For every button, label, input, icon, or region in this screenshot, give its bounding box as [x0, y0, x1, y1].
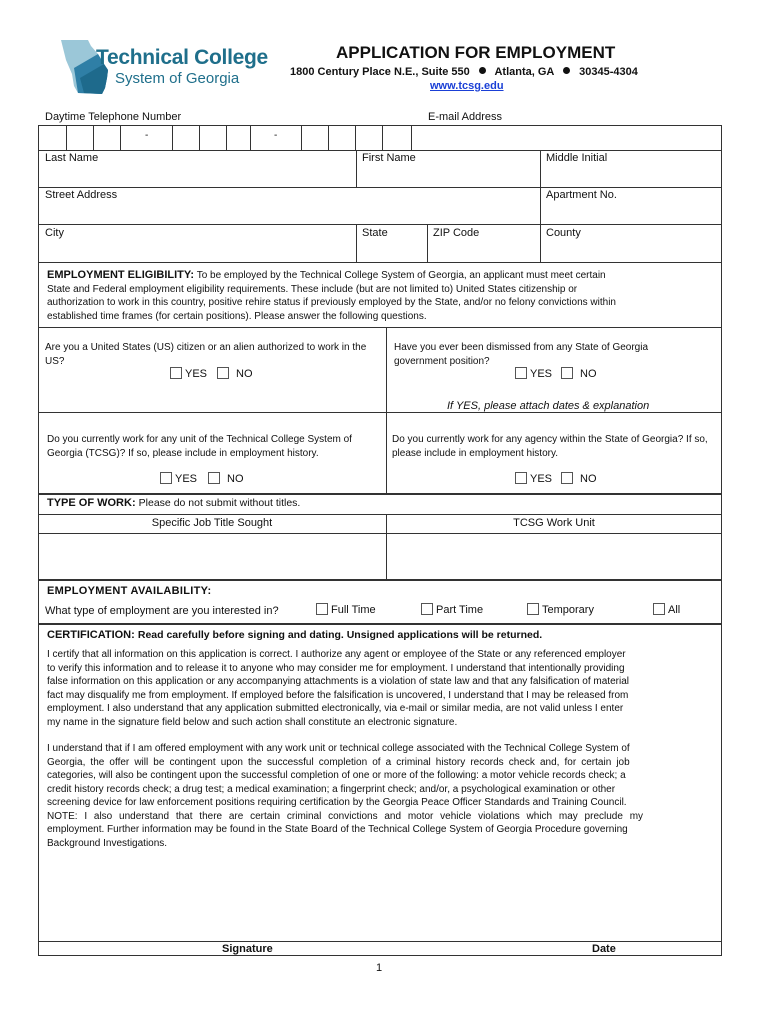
eligibility-intro [47, 269, 717, 323]
website-link[interactable]: www.tcsg.edu [430, 80, 504, 92]
citizen-question: Are you a United States (US) citizen or an alien authorized to work in the US? [45, 342, 367, 367]
certification-line: employment. I also understand that any application submitted electronically, via e-mail or similar media, are not valid unless I enter [47, 703, 624, 714]
email-label: E-mail Address [428, 111, 502, 123]
signature-input[interactable] [40, 860, 480, 940]
citizen-no-option[interactable] [217, 367, 253, 380]
yes-label: YES [185, 368, 208, 380]
phone-separator: - [145, 130, 149, 141]
bullet-dot-icon [479, 67, 486, 74]
checkbox[interactable] [316, 603, 328, 615]
state-label: State [362, 227, 388, 239]
eligibility-text: State and Federal employment eligibility requirements. These include (but are not limited to) United States citizenship or [47, 283, 578, 295]
certification-line: credit history records check; a drug test; a medical examination; a fingerprint check; and/or, a psychological examination or other [47, 783, 616, 795]
address-street: 1800 Century Place N.E., Suite 550 [290, 66, 470, 78]
certification-paragraph-1 [47, 648, 714, 729]
checkbox[interactable] [515, 367, 527, 379]
yes-label: YES [175, 473, 198, 485]
no-label: NO [580, 368, 597, 380]
part-time-option[interactable] [421, 603, 483, 616]
dismissed-question: Have you ever been dismissed from any State of Georgia government position? [394, 342, 649, 367]
date-input[interactable] [484, 860, 720, 940]
eligibility-heading: EMPLOYMENT ELIGIBILITY: [47, 269, 195, 281]
page-title: APPLICATION FOR EMPLOYMENT [336, 43, 616, 62]
full-time-option[interactable] [316, 603, 376, 616]
street-address-input[interactable] [39, 203, 539, 223]
certification-line: NOTE: I also understand that there are certain criminal convictions and motor vehicle violations which may preclude my [47, 810, 644, 822]
zip-label: ZIP Code [433, 227, 480, 239]
address-city: Atlanta, GA [494, 66, 554, 78]
last-name-label: Last Name [45, 152, 99, 164]
checkbox[interactable] [561, 472, 573, 484]
page-number: 1 [376, 962, 383, 974]
work-unit-column-header: TCSG Work Unit [513, 517, 595, 529]
certification-line: Georgia, the offer will be contingent upon the successful completion of a criminal history records check and, for certain job [47, 756, 630, 768]
certification-line: fact may disqualify me from employment. If employed before the falsification is uncovered, I understand that I may be released from [47, 689, 629, 701]
checkbox[interactable] [217, 367, 229, 379]
date-label: Date [592, 943, 616, 955]
first-name-input[interactable] [357, 166, 539, 186]
checkbox[interactable] [160, 472, 172, 484]
all-option[interactable] [653, 603, 680, 616]
middle-initial-label: Middle Initial [546, 152, 608, 164]
dismissed-note: If YES, please attach dates & explanation [447, 400, 650, 412]
county-input[interactable] [541, 241, 721, 261]
county-label: County [546, 227, 581, 239]
dismissed-no-option[interactable] [561, 367, 597, 380]
no-label: NO [580, 473, 597, 485]
phone-label: Daytime Telephone Number [45, 111, 182, 123]
middle-initial-input[interactable] [541, 166, 721, 186]
certification-heading: CERTIFICATION: [47, 629, 135, 641]
phone-separator: - [274, 130, 278, 141]
last-name-input[interactable] [39, 166, 355, 186]
eligibility-text: established time frames (for certain positions). Please answer the following questions. [47, 310, 427, 322]
checkbox[interactable] [515, 472, 527, 484]
checkbox[interactable] [208, 472, 220, 484]
option-label: Part Time [436, 604, 484, 616]
signature-label: Signature [222, 943, 273, 955]
certification-line: I understand that if I am offered employment with any work unit or technical college associated with the Technical College System of [47, 743, 630, 754]
agency-yes-option[interactable] [515, 472, 552, 485]
temporary-option[interactable] [527, 603, 594, 616]
certification-line: to verify this information and to release it to anyone who may consider me for employment. I understand that intentionally providing [47, 662, 625, 674]
agency-no-option[interactable] [561, 472, 597, 485]
option-label: All [668, 604, 681, 616]
tcsg-logo [58, 38, 268, 98]
email-input[interactable] [412, 126, 721, 150]
no-label: NO [236, 368, 253, 380]
apartment-input[interactable] [541, 203, 721, 223]
bullet-dot-icon [563, 67, 570, 74]
city-input[interactable] [39, 241, 355, 261]
certification-line: screening device for law enforcement positions requiring certification by the Georgia Peace Officer Standards and Training Council. [47, 797, 627, 808]
certification-line: Background Investigations. [47, 837, 168, 849]
availability-question: What type of employment are you interested in? [45, 605, 279, 617]
tcsg-no-option[interactable] [208, 472, 244, 485]
city-label: City [45, 227, 64, 239]
certification-line: my name in the signature field below and such action shall constitute an electronic signature. [47, 716, 458, 728]
address-zip: 30345-4304 [579, 66, 638, 78]
logo-subtitle: System of Georgia [115, 70, 240, 87]
state-input[interactable] [357, 241, 426, 261]
tcsg-work-question: Do you currently work for any unit of the Technical College System of Georgia (TCSG)? If so, please include in employment history. [47, 434, 352, 459]
eligibility-text: To be employed by the Technical College System of Georgia, an applicant must meet certain [196, 270, 606, 281]
zip-input[interactable] [428, 241, 539, 261]
address-line [290, 66, 638, 78]
dismissed-yes-option[interactable] [515, 367, 552, 380]
certification-heading-row [47, 629, 542, 641]
type-of-work-heading: TYPE OF WORK: [47, 497, 136, 509]
checkbox[interactable] [653, 603, 665, 615]
yes-label: YES [530, 473, 553, 485]
certification-paragraph-2 [47, 742, 714, 850]
checkbox[interactable] [421, 603, 433, 615]
state-agency-question: Do you currently work for any agency within the State of Georgia? If so, please include in employment history. [392, 434, 708, 459]
checkbox[interactable] [170, 367, 182, 379]
checkbox[interactable] [527, 603, 539, 615]
apartment-label: Apartment No. [546, 189, 617, 201]
street-address-label: Street Address [45, 189, 118, 201]
availability-heading: EMPLOYMENT AVAILABILITY: [47, 585, 212, 597]
option-label: Temporary [542, 604, 594, 616]
work-unit-input[interactable] [387, 534, 721, 579]
certification-line: categories, will also be contingent upon the successful completion of one or more of the following: a motor vehicle records check; a [47, 770, 626, 781]
yes-label: YES [530, 368, 553, 380]
job-title-input[interactable] [39, 534, 385, 579]
type-of-work-note: Please do not submit without titles. [138, 497, 301, 509]
type-of-work-heading-row [47, 497, 300, 509]
logo-title: Technical College [96, 46, 268, 69]
certification-subheading: Read carefully before signing and dating. Unsigned applications will be returned. [137, 629, 543, 641]
certification-line: I certify that all information on this application is correct. I authorize any agent or employee of the State or any referenced employer [47, 649, 626, 660]
job-title-column-header: Specific Job Title Sought [151, 517, 273, 529]
citizen-yes-option[interactable] [170, 367, 207, 380]
first-name-label: First Name [362, 152, 416, 164]
eligibility-text: authorization to work in this country, positive rehire status if previously employed by the State, and/or no felony convictions within [47, 297, 616, 308]
certification-line: false information on this application or any accompanying attachments is a violation of state law and that any falsification of material [47, 676, 629, 687]
phone-input[interactable] [39, 126, 411, 150]
certification-line: employment. Further information may be found in the State Board of the Technical College System of Georgia Procedure governing [47, 824, 628, 835]
no-label: NO [227, 473, 244, 485]
option-label: Full Time [331, 604, 376, 616]
checkbox[interactable] [561, 367, 573, 379]
tcsg-yes-option[interactable] [160, 472, 197, 485]
